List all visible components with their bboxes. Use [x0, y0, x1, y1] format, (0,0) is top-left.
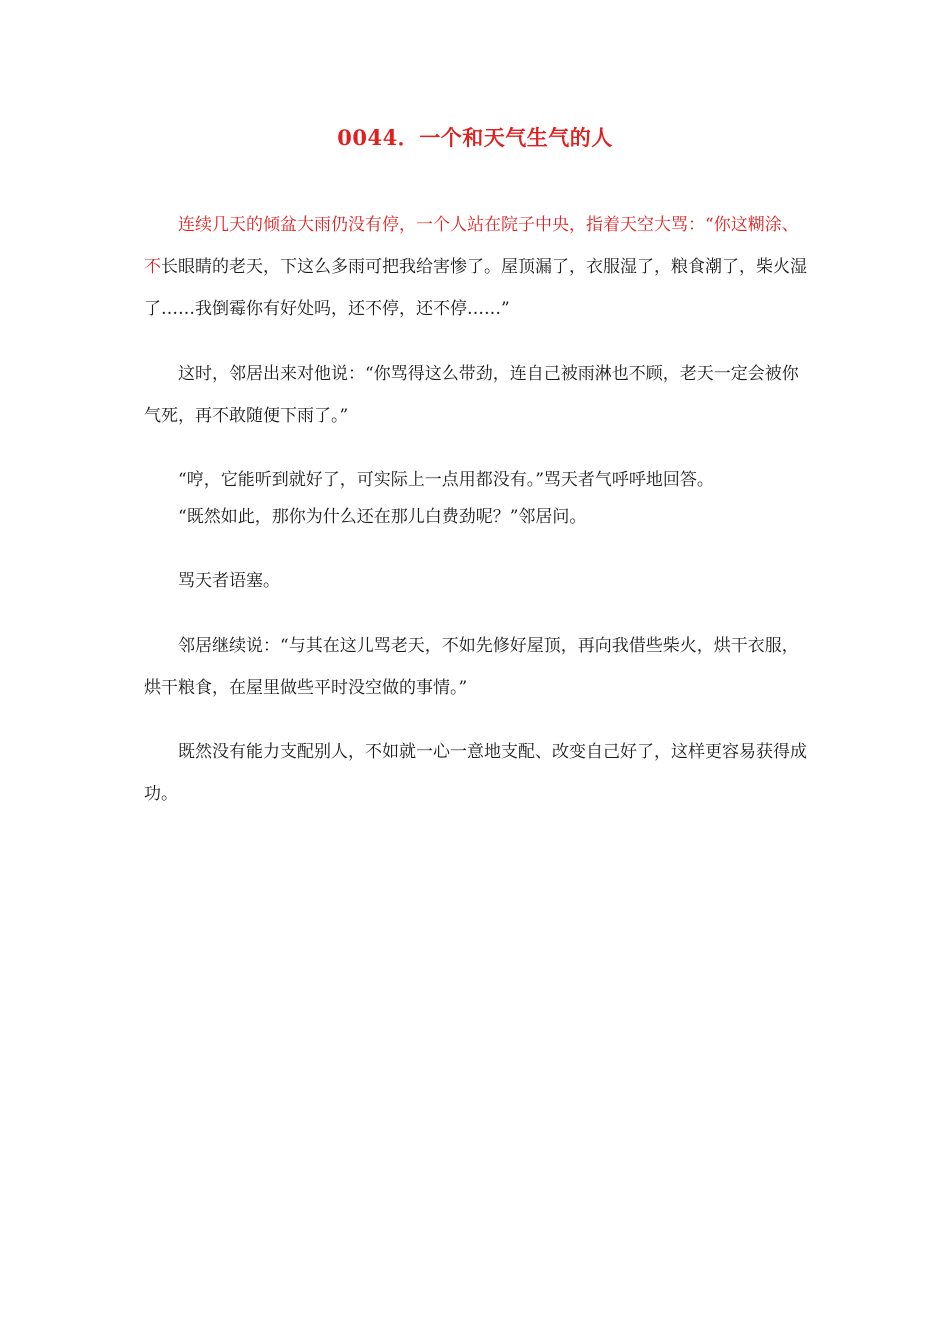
paragraph-5: 骂天者语塞。 [178, 571, 280, 591]
paragraph-1 [144, 204, 810, 330]
paragraph-1-text: 长眼睛的老天，下这么多雨可把我给害惨了。屋顶漏了，衣服湿了，粮食潮了，柴火湿了……我倒霉你有好处吗，还不停，还不停……” [144, 257, 807, 319]
paragraph-1-highlighted-text: 连续几天的倾盆大雨仍没有停，一个人站在院子中央，指着天空大骂：“你这糊涂、不 [144, 215, 799, 277]
paragraph-2: 这时，邻居出来对他说：“你骂得这么带劲，连自己被雨淋也不顾，老天一定会被你气死，再不敢随便下雨了。” [144, 364, 799, 426]
document-title: 0044．一个和天气生气的人 [337, 125, 613, 150]
paragraph-7: 既然没有能力支配别人，不如就一心一意地支配、改变自己好了，这样更容易获得成功。 [144, 742, 807, 804]
paragraph-3: “哼，它能听到就好了，可实际上一点用都没有。”骂天者气呼呼地回答。 [178, 470, 714, 490]
paragraph-6: 邻居继续说：“与其在这儿骂老天，不如先修好屋顶，再向我借些柴火，烘干衣服，烘干粮食，在屋里做些平时没空做的事情。” [144, 636, 799, 698]
paragraph-4: “既然如此，那你为什么还在那儿白费劲呢？”邻居问。 [178, 507, 587, 527]
